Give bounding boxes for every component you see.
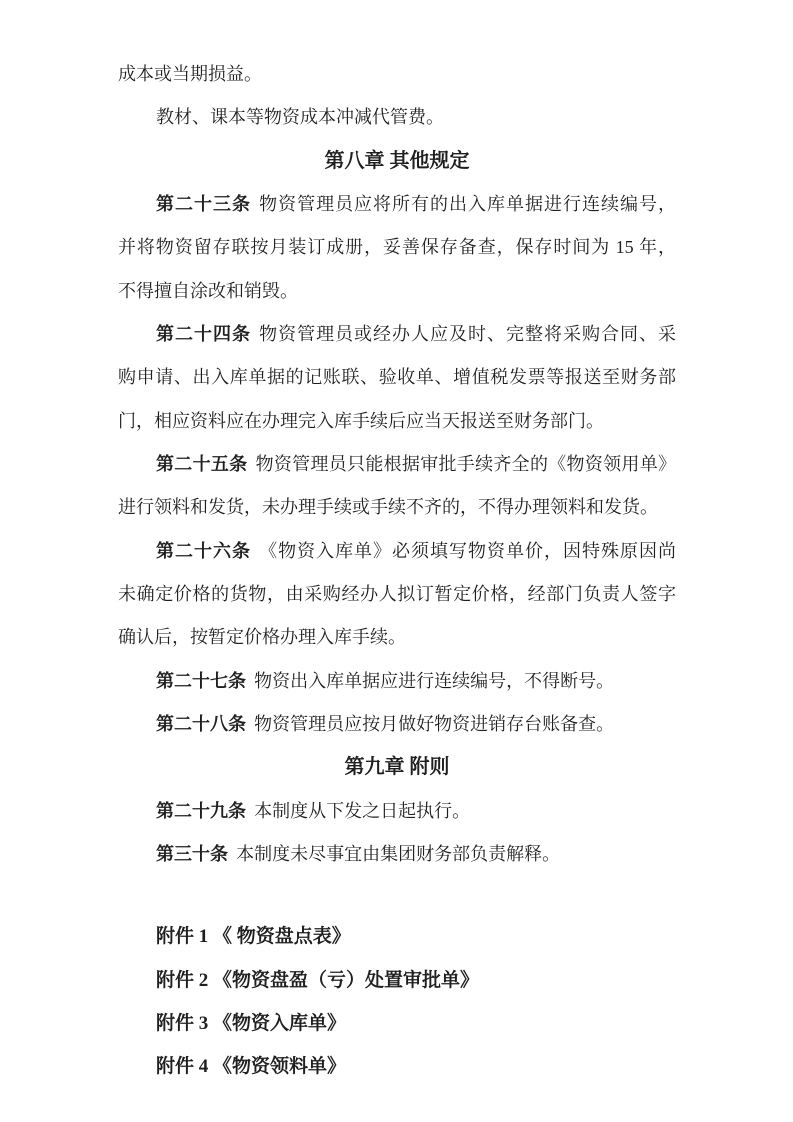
article-line [118,703,676,746]
chapter-heading: 第九章 附则 [344,756,450,779]
article-text: 物资管理员或经办人应及时、完整将采购合同、采 [259,323,677,344]
body-line: 购申请、出入库单据的记账联、验收单、增值税发票等报送至财务部 [118,367,676,388]
document-content [118,53,676,1089]
attachment-item: 附件 1 《 物资盘点表》 [156,926,351,948]
body-line: 教材、课本等物资成本冲减代管费。 [156,107,444,128]
article-number: 第三十条 [156,843,228,864]
article-number: 第二十五条 [156,453,248,474]
body-line: 并将物资留存联按月装订成册，妥善保存备查，保存时间为 15 年， [118,237,676,258]
attachment-item: 附件 4 《物资领料单》 [156,1056,347,1078]
article-line [118,530,676,573]
chapter-heading: 第八章 其他规定 [324,149,470,172]
article-number: 第二十六条 [156,540,251,561]
article-line [118,183,676,226]
article-text: 物资管理员只能根据审批手续齐全的《物资领用单》 [255,453,677,474]
article-text: 本制度未尽事宜由集团财务部负责解释。 [236,843,561,864]
article-text: 物资管理员应按月做好物资进销存台账备查。 [254,713,615,734]
body-line: 确认后，按暂定价格办理入库手续。 [118,627,406,648]
article-text: 本制度从下发之日起执行。 [254,800,471,821]
article-number: 第二十三条 [156,193,251,214]
article-number: 第二十四条 [156,323,251,344]
article-number: 第二十七条 [156,670,246,691]
body-line: 进行领料和发货，未办理手续或手续不齐的，不得办理领料和发货。 [118,497,658,518]
article-line [118,790,676,833]
blank-gap [118,876,676,915]
body-line: 门，相应资料应在办理完入库手续后应当天报送至财务部门。 [118,410,604,431]
article-line [118,313,676,356]
article-line [118,660,676,703]
article-number: 第二十九条 [156,800,246,821]
body-line: 成本或当期损益。 [118,64,262,84]
article-text: 物资出入库单据应进行连续编号，不得断号。 [254,670,615,691]
body-line: 未确定价格的货物，由采购经办人拟订暂定价格，经部门负责人签字 [118,583,676,604]
attachment-item: 附件 3 《物资入库单》 [156,1012,347,1034]
article-text: 物资管理员应将所有的出入库单据进行连续编号， [259,193,677,214]
article-number: 第二十八条 [156,713,246,734]
attachment-item: 附件 2 《物资盘盈（亏）处置审批单》 [156,969,480,991]
body-line: 不得擅自涂改和销毁。 [118,280,298,301]
article-line [118,833,676,876]
article-line [118,443,676,486]
article-text: 《物资入库单》必须填写物资单价，因特殊原因尚 [259,540,677,561]
